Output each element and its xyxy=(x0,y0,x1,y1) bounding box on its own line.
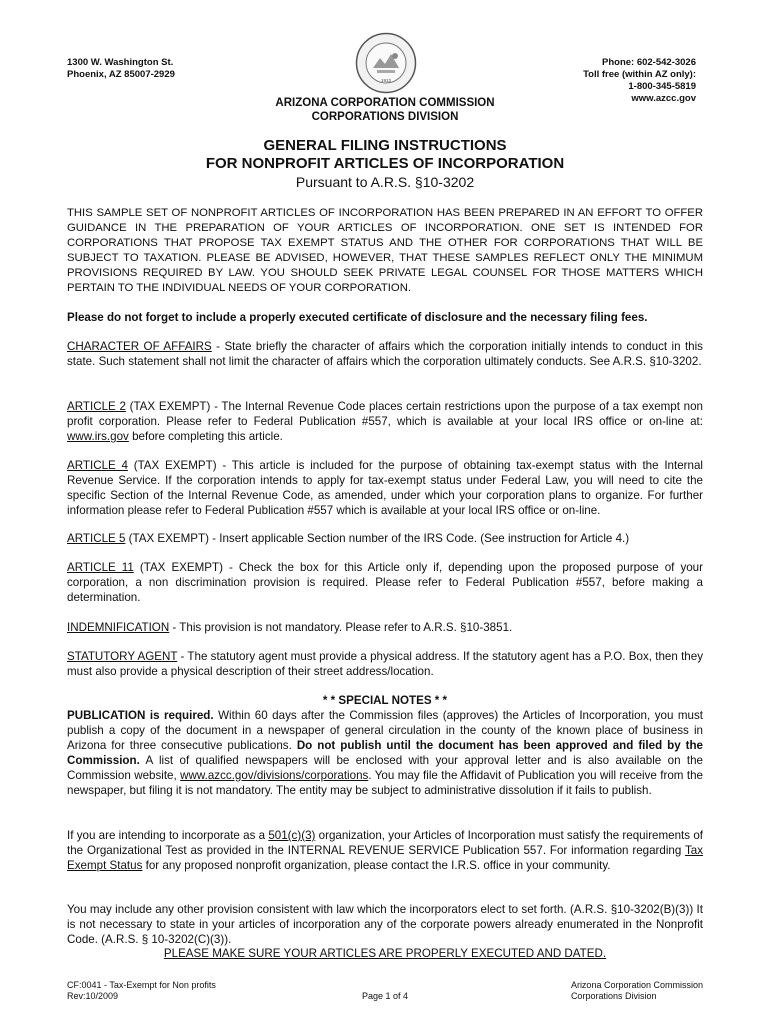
title-statute: Pursuant to A.R.S. §10-3202 xyxy=(295,174,475,190)
section-character-of-affairs xyxy=(67,340,703,370)
section-heading: STATUTORY AGENT xyxy=(67,650,178,663)
office-address xyxy=(67,57,175,81)
501c3-link[interactable]: 501(c)(3) xyxy=(268,829,316,842)
page-number: Page 1 of 4 xyxy=(361,991,409,1001)
section-text: (TAX EXEMPT) - This article is included for the purpose of obtaining tax-exempt status with the Internal Revenue Service. If the corporation intends to apply for tax-exempt status under Federal Law, you will need to cite the specific Section of the Internal Revenue Code, as amended, under which your corporation plans to organize. For further information please refer to Federal Publication #557 which is available at your local IRS office or on-line. xyxy=(67,459,703,517)
section-article-5 xyxy=(67,532,703,547)
publication-paragraph xyxy=(67,709,703,798)
intro-paragraph: THIS SAMPLE SET OF NONPROFIT ARTICLES OF INCORPORATION HAS BEEN PREPARED IN AN EFFORT TO OFFER GUIDANCE IN THE PREPARATION OF YOUR ARTICLES OF INCORPORATION. ONE SET IS INTENDED FOR CORPORATIONS THAT PROPOSE TAX EXEMPT STATUS AND THE OTHER FOR CORPORATIONS THAT WILL BE SUBJECT TO TAXATION. PLEASE BE ADVISED, HOWEVER, THAT THESE SAMPLES REFLECT ONLY THE MINIMUM PROVISIONS REQUIRED BY LAW. YOU SHOULD SEEK PRIVATE LEGAL COUNSEL FOR THOSE MATTERS WHICH PERTAIN TO THE INDIVIDUAL NEEDS OF YOUR CORPORATION. xyxy=(67,207,703,294)
tax-exempt-status-link[interactable]: Tax Exempt Status xyxy=(67,843,703,872)
org-line-1: Arizona Corporation Commission xyxy=(570,980,703,990)
special-notes-heading: * * SPECIAL NOTES * * xyxy=(322,694,448,707)
title-line-1: GENERAL FILING INSTRUCTIONS xyxy=(263,137,507,154)
section-indemnification xyxy=(67,621,703,636)
section-heading: INDEMNIFICATION xyxy=(67,621,170,634)
agency-name: ARIZONA CORPORATION COMMISSION xyxy=(275,97,495,109)
publication-text-2: A list of qualified newspapers will be enclosed with your approval letter and is also available on the Commission website, xyxy=(67,753,703,782)
section-heading: ARTICLE 2 xyxy=(67,400,126,413)
section-text: (TAX EXEMPT) - The Internal Revenue Code places certain restrictions upon the purpose of a tax exempt non profit corporation. Please refer to Federal Publication #557, which is available at your local IRS office or on-line at: xyxy=(67,400,703,428)
org-line-2: Corporations Division xyxy=(570,991,657,1001)
section-article-4 xyxy=(67,459,703,519)
tax-exempt-text-2: organization, your Articles of Incorporation must satisfy the requirements of the Organizational Test as provided in the INTERNAL REVENUE SERVICE Publication 557. For information regarding xyxy=(67,829,703,857)
section-heading: ARTICLE 11 xyxy=(67,561,134,574)
tax-exempt-text: If you are intending to incorporate as a xyxy=(67,829,269,842)
publication-warning: Do not publish until the document has been approved and filed by the Commission. xyxy=(67,738,704,767)
division-name: CORPORATIONS DIVISION xyxy=(311,111,459,123)
reminder-note: Please do not forget to include a properly executed certificate of disclosure and the necessary filing fees. xyxy=(67,311,648,324)
agency-heading xyxy=(0,96,770,124)
address-line-1: 1300 W. Washington St. xyxy=(67,57,174,68)
footer-org xyxy=(571,980,703,1002)
publication-text-3: . You may file the Affidavit of Publication you will receive from the newspaper, but filing it is not mandatory. The entity may be subject to administrative dissolution if it fails to publish. xyxy=(67,768,703,797)
section-text: - State briefly the character of affairs which the corporation initially intends to conduct in this state. Such statement shall not limit the character of affairs which the corporation ultimately conducts. See A.R.S. §10-3202. xyxy=(67,340,703,368)
publication-required: PUBLICATION is required. xyxy=(67,709,214,722)
section-heading: CHARACTER OF AFFAIRS xyxy=(67,340,212,353)
address-line-2: Phoenix, AZ 85007-2929 xyxy=(67,69,175,80)
section-text: - The statutory agent must provide a physical address. If the statutory agent has a P.O. Box, then they must also provide a physical description of their street address/location. xyxy=(67,650,703,678)
website: www.azcc.gov xyxy=(631,93,696,104)
phone: Phone: 602-542-3026 xyxy=(602,57,696,68)
section-text: (TAX EXEMPT) - Check the box for this Article only if, depending upon the proposed purpose of your corporation, a non discrimination provision is required. Please refer to Federal Publication #557, before making a determination. xyxy=(67,561,703,604)
publication-text: Within 60 days after the Commission files (approves) the Articles of Incorporation, you must publish a copy of the document in a newspaper of general circulation in the county of the known place of business in Arizona for three consecutive publications. xyxy=(67,709,703,752)
section-article-11 xyxy=(67,561,703,606)
irs-link[interactable]: www.irs.gov xyxy=(67,429,129,443)
section-text: (TAX EXEMPT) - Insert applicable Section number of the IRS Code. (See instruction for Article 4.) xyxy=(125,532,630,545)
tax-exempt-paragraph xyxy=(67,829,703,874)
revision: Rev:10/2009 xyxy=(67,991,119,1001)
tollfree-label: Toll free (within AZ only): xyxy=(583,69,696,80)
section-text-end: before completing this article. xyxy=(128,429,283,443)
tax-exempt-text-3: for any proposed nonprofit organization, please contact the I.R.S. office in your community. xyxy=(142,858,611,872)
section-article-2 xyxy=(67,400,703,445)
section-statutory-agent xyxy=(67,650,703,680)
section-text: - This provision is not mandatory. Please refer to A.R.S. §10-3851. xyxy=(169,621,513,634)
corporations-link[interactable]: www.azcc.gov/divisions/corporations xyxy=(180,768,369,782)
commission-seal xyxy=(355,32,417,94)
seal-year: 1912 xyxy=(380,78,392,83)
title-line-2: FOR NONPROFIT ARTICLES OF INCORPORATION xyxy=(205,155,565,172)
document-title xyxy=(0,137,770,191)
provisions-paragraph: You may include any other provision consistent with law which the incorporators elect to set forth. (A.R.S. §10-3202(B)(3)) It is not necessary to state in your articles of incorporation any of the corporate powers already enumerated in the Nonprofit Code. (A.R.S. § 10-3202(C)(3)). xyxy=(67,903,703,946)
tollfree-number: 1-800-345-5819 xyxy=(628,81,696,92)
form-id: CF:0041 - Tax-Exempt for Non profits xyxy=(67,980,216,990)
section-heading: ARTICLE 5 xyxy=(67,532,126,545)
section-heading: ARTICLE 4 xyxy=(67,459,128,472)
final-reminder: PLEASE MAKE SURE YOUR ARTICLES ARE PROPERLY EXECUTED AND DATED. xyxy=(163,947,607,960)
